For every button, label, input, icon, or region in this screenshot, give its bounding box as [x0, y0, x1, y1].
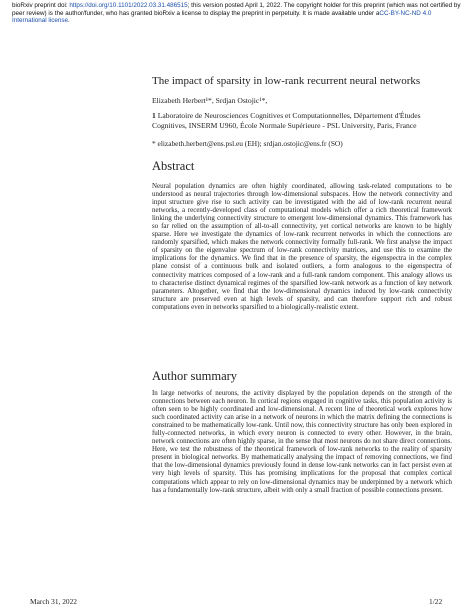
affiliation-text: Laboratoire de Neurosciences Cognitives et Computationnelles, Département d'Études Cognitives, INSERM U960, École Normale Supérieure - PSL University, Paris, France [152, 111, 421, 130]
affiliation [152, 111, 452, 131]
footer-date: March 31, 2022 [30, 597, 78, 606]
paper-title: The impact of sparsity in low-rank recurrent neural networks [152, 75, 421, 87]
preprint-notice-middle: ; this version posted April 1, 2022. The copyright holder for this preprint (which was not certified by peer review) is the author/funder, who has granted bioRxiv a license to display the preprint in perpetuity. It is made available under a [12, 2, 461, 17]
preprint-notice [12, 2, 462, 25]
abstract-body: Neural population dynamics are often highly coordinated, allowing task-related computations to be understood as neural trajectories through low-dimensional subspaces. How the network connectivity and input structure give rise to such activity can be investigated with the aid of low-rank recurrent neural networks, a recently-developed class of computational models which offer a rich theoretical framework linking the underlying connectivity structure to emergent low-dimensional dynamics. This framework has so far relied on the assumption of all-to-all connectivity, yet cortical networks are known to be highly sparse. Here we investigate the dynamics of low-rank recurrent networks in which the connections are randomly sparsified, which makes the network connectivity formally full-rank. We first analyse the impact of sparsity on the eigenvalue spectrum of low-rank connectivity matrices, and use this to examine the implications for the dynamics. We find that in the presence of sparsity, the eigenspectra in the complex plane consist of a continuous bulk and isolated outliers, a form analogous to the eigenspectra of connectivity matrices composed of a low-rank and a full-rank random component. This analogy allows us to characterise distinct dynamical regimes of the sparsified low-rank network as a function of key network parameters. Altogether, we find that the low-dimensional dynamics induced by low-rank connectivity structure are preserved even at high levels of sparsity, and can therefore support rich and robust computations even in networks sparsified to a biologically-realistic extent. [152, 182, 452, 311]
corresponding-emails: * elizabeth.herbert@ens.psl.eu (EH); srdjan.ostojic@ens.fr (SO) [152, 139, 343, 148]
preprint-notice-lead: bioRxiv preprint doi: [12, 2, 70, 9]
doi-link[interactable]: https://doi.org/10.1101/2022.03.31.486515 [69, 2, 188, 9]
author-list: Elizabeth Herbert¹*, Srdjan Ostojic¹*, [152, 96, 268, 105]
author-summary-heading: Author summary [152, 369, 238, 383]
page-number: 1/22 [429, 597, 443, 606]
abstract-heading: Abstract [152, 159, 195, 173]
author-summary-body: In large networks of neurons, the activity displayed by the population depends on the strength of the connections between each neuron. In cortical regions engaged in cognitive tasks, this population activity is often seen to be highly coordinated and low-dimensional. A recent line of theoretical work explores how such coordinated activity can arise in a network of neurons in which the matrix defining the connections is constrained to be mathematically low-rank. Until now, this connectivity structure has only been explored in fully-connected networks, in which every neuron is connected to every other. However, in the brain, network connections are often highly sparse, in the sense that most neurons do not share direct connections. Here, we test the robustness of the theoretical framework of low-rank networks to the reality of sparsity present in biological networks. By mathematically analysing the impact of removing connections, we find that the low-dimensional dynamics previously found in dense low-rank networks can in fact persist even at very high levels of sparsity. This has promising implications for the proposal that complex cortical computations which appear to rely on low-dimensional dynamics may be underpinned by a network which has a fundamentally low-rank structure, albeit with only a small fraction of possible connections present. [152, 389, 452, 494]
license-link[interactable]: CC-BY-NC-ND 4.0 International license [12, 9, 432, 25]
preprint-notice-tail: . [68, 17, 70, 25]
affiliation-number: 1 [152, 111, 156, 120]
